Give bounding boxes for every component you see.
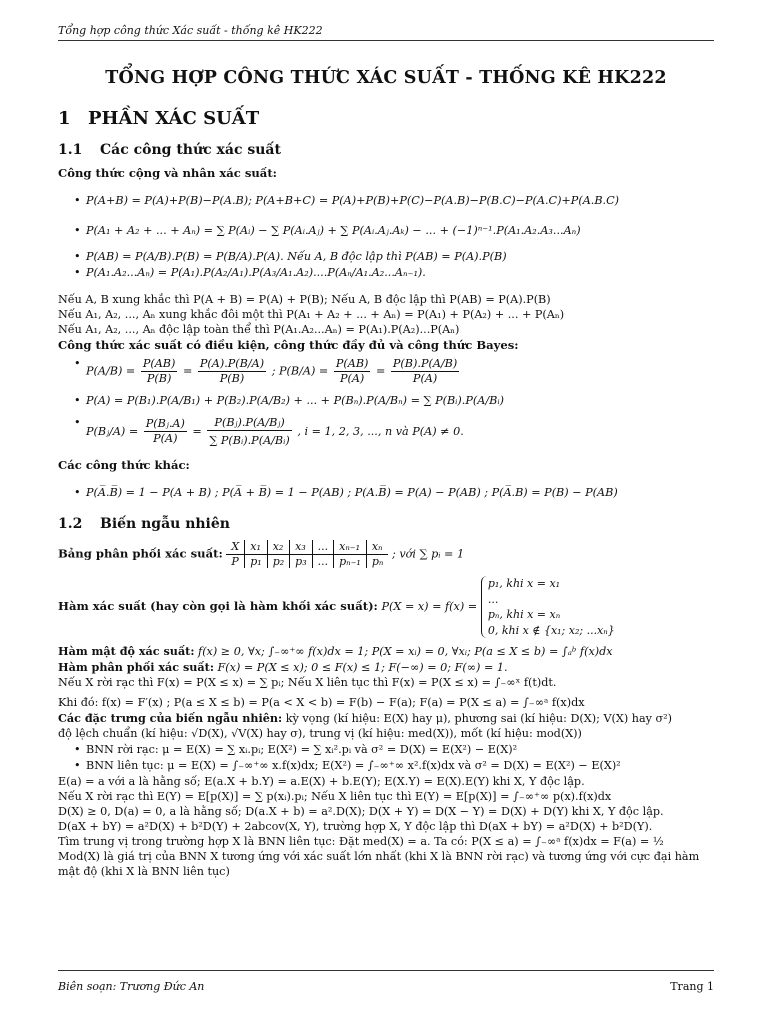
formula-lhs: P(A/B) = [86, 364, 136, 378]
page-content [58, 56, 714, 880]
text-line: Nếu X rời rạc thì E(Y) = E[p(X)] = ∑ p(xᵢ).pᵢ; Nếu X liên tục thì E(Y) = E[p(X)] = ∫₋∞⁺∞ p(x).f(x)dx [58, 789, 612, 803]
text-line: D(X) ≥ 0, D(a) = 0, a là hằng số; D(a.X + b) = a².D(X); D(X + Y) = D(X − Y) = D(X) + D(Y) khi X, Y độc lập. [58, 804, 664, 818]
numerator: P(B).P(A/B) [392, 356, 458, 370]
pdf-line [58, 644, 714, 659]
note-line: Nếu A₁, A₂, ..., Aₙ độc lập toàn thể thì P(A₁.A₂...Aₙ) = P(A₁).P(A₂)...P(Aₙ) [58, 323, 460, 337]
formula-item: • P(A+B) = P(A)+P(B)−P(A.B); P(A+B+C) = P(A)+P(B)+P(C)−P(A.B)−P(B.C)−P(A.C)+P(A.B.C) [74, 194, 714, 208]
distribution-cell: P [231, 554, 239, 568]
formula-item: • P(A₁ + A₂ + ... + Aₙ) = ∑ P(Aᵢ) − ∑ P(Aᵢ.Aⱼ) + ∑ P(Aᵢ.Aⱼ.Aₖ) − ... + (−1)ⁿ⁻¹.P(A₁.A₂.A₃...Aₙ) [74, 224, 714, 238]
other-formulas-list [58, 486, 714, 500]
formula-item: • P(A₁.A₂...Aₙ) = P(A₁).P(A₂/A₁).P(A₃/A₁.A₂)....P(Aₙ/A₁.A₂...Aₙ₋₁). [74, 266, 714, 280]
fraction [391, 357, 459, 386]
subsection-heading-1-2 [58, 516, 714, 534]
characteristics-text: kỳ vọng (kí hiệu: E(X) hay μ), phương sai (kí hiệu: D(X); V(X) hay σ²) [285, 711, 673, 725]
subsection-number: 1.2 [58, 516, 83, 533]
denominator: P(B) [219, 371, 245, 385]
distribution-cell: pₙ [366, 554, 388, 568]
numerator: P(A).P(B/A) [199, 356, 265, 370]
distribution-cell: ... [312, 540, 334, 554]
pdf-formula: f(x) ≥ 0, ∀x; ∫₋∞⁺∞ f(x)dx = 1; P(X = xᵢ) = 0, ∀xᵢ; P(a ≤ X ≤ b) = ∫ₐᵇ f(x)dx [198, 644, 613, 658]
denominator: P(A) [339, 371, 365, 385]
pmf-case: ... [487, 592, 499, 606]
other-formulas-heading: Các công thức khác: [58, 457, 190, 472]
footer-page-number: Trang 1 [670, 980, 714, 993]
condition-text: , i = 1, 2, 3, ..., n và P(A) ≠ 0. [297, 424, 464, 438]
pmf-case: 0, khi x ∉ {x₁; x₂; ...xₙ} [487, 623, 615, 637]
text-line: Khi đó: f(x) = F′(x) ; P(a ≤ X ≤ b) = P(a < X < b) = F(b) − F(a); F(a) = P(X ≤ a) = ∫₋∞ᵃ f(x)dx [58, 695, 585, 709]
characteristics-label: Các đặc trưng của biến ngẫu nhiên: [58, 710, 283, 725]
distribution-cell: p₂ [267, 554, 289, 568]
subsection-title: Các công thức xác suất [100, 142, 281, 159]
section-title: PHẦN XÁC SUẤT [88, 107, 260, 129]
formula-item: • BNN rời rạc: μ = E(X) = ∑ xᵢ.pᵢ; E(X²) = ∑ xᵢ².pᵢ và σ² = D(X) = E(X²) − E(X)² [74, 743, 714, 757]
distribution-table [226, 540, 388, 569]
cdf-formula: F(x) = P(X ≤ x); 0 ≤ F(x) ≤ 1; F(−∞) = 0; F(∞) = 1. [217, 660, 508, 674]
formula-item: • BNN liên tục: μ = E(X) = ∫₋∞⁺∞ x.f(x)dx; E(X²) = ∫₋∞⁺∞ x².f(x)dx và σ² = D(X) = E(X²) − E(X)² [74, 759, 714, 773]
numerator: P(AB) [335, 356, 369, 370]
text-line: E(a) = a với a là hằng số; E(a.X + b.Y) = a.E(X) + b.E(Y); E(X.Y) = E(X).E(Y) khi X, Y độc lập. [58, 774, 585, 788]
numerator: P(Bⱼ).P(A/Bⱼ) [207, 416, 291, 431]
text-line: Tìm trung vị trong trường hợp X là BNN liên tục: Đặt med(X) = a. Ta có: P(X ≤ a) = ∫₋∞ᵃ f(x)dx = F(a) = ½ [58, 834, 664, 848]
conditional-probability-item [74, 357, 714, 386]
pdf-label: Hàm mật độ xác suất: [58, 643, 195, 658]
cdf-label: Hàm phân phối xác suất: [58, 659, 214, 674]
running-header: Tổng hợp công thức Xác suất - thống kê HK222 [58, 24, 323, 37]
text-line: D(aX + bY) = a²D(X) + b²D(Y) + 2abcov(X, Y), trường hợp X, Y độc lập thì D(aX + bY) = a²D(X) + b²D(Y). [58, 819, 653, 833]
distribution-cell: ... [312, 554, 334, 568]
distribution-cell: X [226, 540, 244, 554]
denominator: P(B) [146, 371, 172, 385]
note-line: Nếu A₁, A₂, ..., Aₙ xung khắc đôi một thì P(A₁ + A₂ + ... + Aₙ) = P(A₁) + P(A₂) + ... + P(Aₙ) [58, 308, 565, 322]
fraction [207, 416, 291, 448]
text-line: mật độ (khi X là BNN liên tục) [58, 864, 230, 878]
pmf-line [58, 576, 714, 638]
formula-lhs: P(Bⱼ/A) = [86, 424, 139, 438]
text-line: Mod(X) là giá trị của BNN X tương ứng với xác suất lớn nhất (khi X là BNN rời rạc) và tương ứng với cực đại hàm [58, 849, 700, 863]
fraction [198, 357, 266, 386]
pmf-lhs: P(X = x) = f(x) = [381, 600, 478, 614]
characteristics-line [58, 711, 714, 726]
header-rule [58, 40, 714, 41]
cdf-line [58, 660, 714, 675]
denominator: P(A) [153, 432, 178, 446]
distribution-table-line [58, 540, 714, 569]
fraction [334, 357, 371, 386]
numerator: P(AB) [142, 356, 176, 370]
denominator: ∑ P(Bᵢ).P(A/Bᵢ) [209, 433, 290, 447]
distribution-cell: x₂ [267, 540, 289, 554]
distribution-cell: xₙ [366, 540, 388, 554]
footer-rule [58, 970, 714, 971]
distribution-sum-note: ; với ∑ pᵢ = 1 [392, 547, 465, 561]
distribution-label: Bảng phân phối xác suất: [58, 546, 223, 561]
distribution-row [226, 540, 388, 554]
text-line: độ lệch chuẩn (kí hiệu: √D(X), √V(X) hay σ), trung vị (kí hiệu: med(X)), mốt (kí hiệu: mod(X)) [58, 726, 582, 740]
distribution-row [226, 554, 388, 568]
document-title: TỔNG HỢP CÔNG THỨC XÁC SUẤT - THỐNG KÊ HK222 [105, 68, 667, 88]
distribution-cell: p₁ [245, 554, 267, 568]
formula-item: • P(A̅.B̅) = 1 − P(A + B) ; P(A̅ + B̅) = 1 − P(AB) ; P(A.B̅) = P(A) − P(AB) ; P(A̅.B) = P(B) − P(AB) [74, 486, 714, 500]
equals: = [192, 424, 202, 438]
formula-item: • P(AB) = P(A/B).P(B) = P(B/A).P(A). Nếu A, B độc lập thì P(AB) = P(A).P(B) [74, 250, 714, 264]
equals: = [375, 364, 386, 378]
expectation-list [58, 743, 714, 773]
distribution-cell: x₃ [290, 540, 312, 554]
subsection-heading-1-1 [58, 142, 714, 160]
bayes-list [58, 357, 714, 448]
distribution-cell: x₁ [245, 540, 267, 554]
subsection-number: 1.1 [58, 142, 83, 159]
distribution-cell: p₃ [290, 554, 312, 568]
equals: = [182, 364, 193, 378]
fraction [141, 357, 178, 386]
denominator: P(A) [412, 371, 438, 385]
bayes-formula-item [74, 416, 714, 448]
section-number: 1 [58, 107, 71, 129]
total-probability-item: • P(A) = P(B₁).P(A/B₁) + P(B₂).P(A/B₂) + ... + P(Bₙ).P(A/Bₙ) = ∑ P(Bᵢ).P(A/Bᵢ) [74, 394, 714, 408]
fraction [144, 417, 187, 446]
distribution-cell: xₙ₋₁ [334, 540, 367, 554]
addition-multiplication-list [58, 194, 714, 280]
numerator: P(Bⱼ.A) [145, 417, 185, 431]
footer-author: Biên soạn: Trương Đức An [58, 980, 205, 993]
subsection-title: Biến ngẫu nhiên [100, 516, 230, 533]
pmf-label: Hàm xác suất (hay còn gọi là hàm khối xác suất): [58, 599, 378, 614]
separator: ; P(B/A) = [271, 364, 329, 378]
pmf-cases [481, 576, 615, 638]
addition-multiplication-heading: Công thức cộng và nhân xác suất: [58, 165, 277, 180]
note-line: Nếu A, B xung khắc thì P(A + B) = P(A) + P(B); Nếu A, B độc lập thì P(AB) = P(A).P(B) [58, 293, 551, 307]
distribution-cell: pₙ₋₁ [334, 554, 367, 568]
pmf-case: pₙ, khi x = xₙ [487, 608, 561, 622]
section-heading [58, 108, 714, 131]
pmf-case: p₁, khi x = x₁ [487, 577, 561, 591]
text-line: Nếu X rời rạc thì F(x) = P(X ≤ x) = ∑ pᵢ; Nếu X liên tục thì F(x) = P(X ≤ x) = ∫₋∞ˣ f(t)dt. [58, 675, 557, 689]
bayes-heading: Công thức xác suất có điều kiện, công thức đầy đủ và công thức Bayes: [58, 338, 519, 353]
